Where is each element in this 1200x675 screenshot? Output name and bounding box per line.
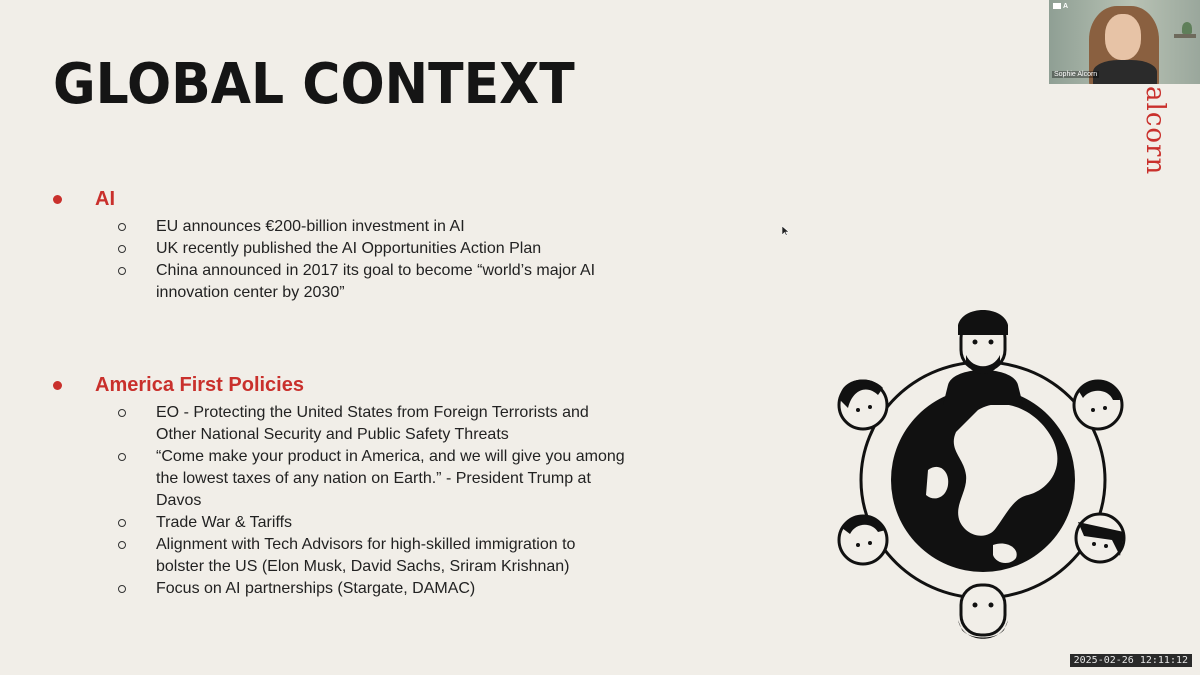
circle-bullet-icon: [118, 267, 126, 275]
section-title: AI: [95, 187, 115, 210]
participant-face: [1105, 14, 1141, 60]
list-item: “Come make your product in America, and we will give you among the lowest taxes of any nation on Earth.” - President Trump at Davos: [52, 446, 626, 512]
circle-bullet-icon: [118, 409, 126, 417]
section-ai: [52, 186, 692, 304]
slide-title: GLOBAL CONTEXT: [53, 52, 575, 117]
participant-video-tile[interactable]: [1049, 0, 1200, 84]
mouse-pointer-icon: [782, 226, 790, 236]
circle-bullet-icon: [118, 223, 126, 231]
company-logo: A: [1053, 3, 1068, 10]
plant: [1182, 22, 1192, 34]
shelf: [1174, 34, 1196, 38]
circle-bullet-icon: [118, 245, 126, 253]
circle-bullet-icon: [118, 585, 126, 593]
circle-bullet-icon: [118, 519, 126, 527]
section-america-first: [52, 372, 692, 600]
sub-bullet-list: [52, 402, 692, 600]
list-item: China announced in 2017 its goal to become “world’s major AI innovation center by 2030”: [52, 260, 626, 304]
recording-timestamp: 2025-02-26 12:11:12: [1070, 654, 1192, 667]
list-item: Trade War & Tariffs: [52, 512, 626, 534]
list-item: EU announces €200-billion investment in AI: [52, 216, 626, 238]
section-heading: [52, 372, 692, 398]
sub-bullet-list: [52, 216, 692, 304]
participant-torso: [1093, 60, 1157, 84]
circle-bullet-icon: [118, 453, 126, 461]
brand-wordmark: alcorn: [1140, 86, 1170, 176]
bullet-icon: [53, 195, 62, 204]
section-title: America First Policies: [95, 373, 304, 396]
list-item: Focus on AI partnerships (Stargate, DAMAC): [52, 578, 626, 600]
participant-name: Sophie Alcorn: [1054, 71, 1098, 78]
section-heading: [52, 186, 692, 212]
list-item: Alignment with Tech Advisors for high-skilled immigration to bolster the US (Elon Musk, David Sachs, Sriram Krishnan): [52, 534, 626, 578]
circle-bullet-icon: [118, 541, 126, 549]
list-item: UK recently published the AI Opportunities Action Plan: [52, 238, 626, 260]
logo-icon: [1053, 3, 1061, 9]
people-around-globe-illustration: [828, 300, 1138, 645]
bullet-icon: [53, 381, 62, 390]
list-item: EO - Protecting the United States from Foreign Terrorists and Other National Security and Public Safety Threats: [52, 402, 626, 446]
